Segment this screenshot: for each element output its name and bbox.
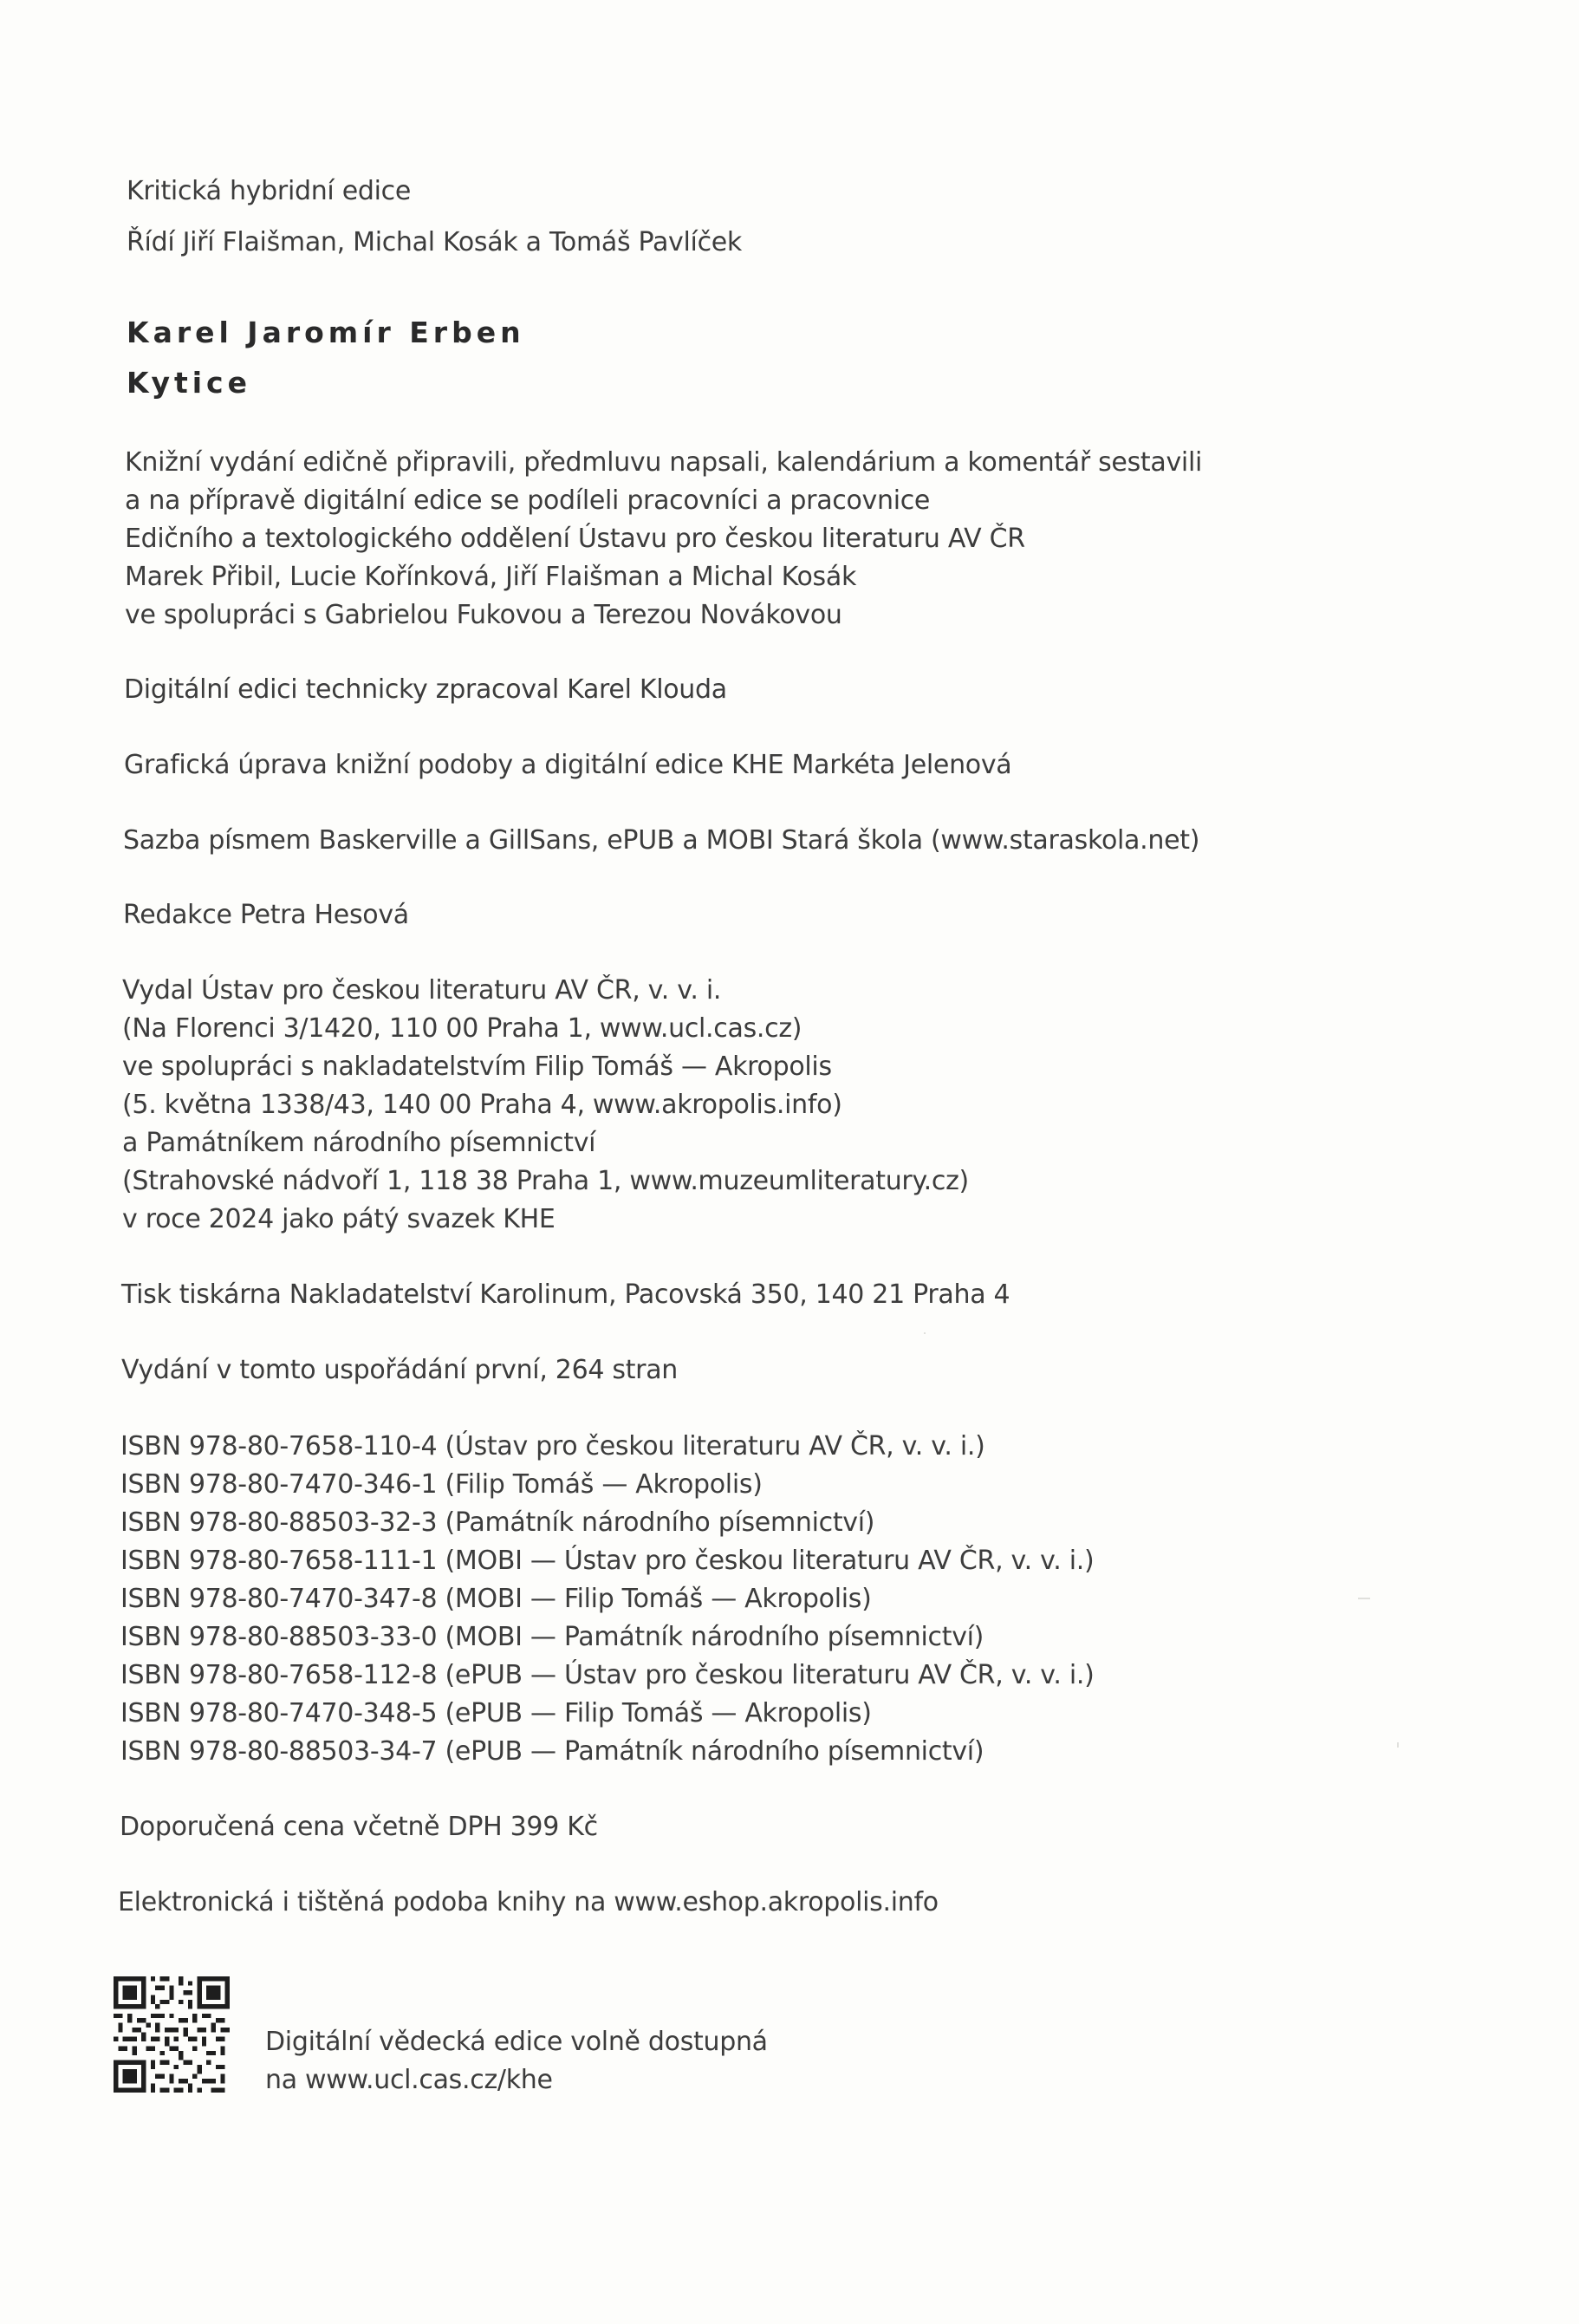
publisher-line: a Památníkem národního písemnictví [122, 1128, 596, 1158]
publisher-line: ve spolupráci s nakladatelstvím Filip Tomáš — Akropolis [122, 1051, 832, 1082]
editors-line: Marek Přibil, Lucie Kořínková, Jiří Flaišman a Michal Kosák [125, 562, 857, 592]
isbn-line: ISBN 978-80-7658-110-4 (Ústav pro českou literaturu AV ČR, v. v. i.) [120, 1431, 985, 1461]
shop-info: Elektronická i tištěná podoba knihy na www.eshop.akropolis.info [118, 1887, 939, 1917]
publisher-line: (5. května 1338/43, 140 00 Praha 4, www.akropolis.info) [122, 1090, 842, 1120]
book-title: Kytice [127, 366, 252, 400]
isbn-line: ISBN 978-80-7470-347-8 (MOBI — Filip Tomáš — Akropolis) [120, 1584, 872, 1614]
price-info: Doporučená cena včetně DPH 399 Kč [120, 1812, 598, 1842]
typesetting-credit: Sazba písmem Baskerville a GillSans, ePUB a MOBI Stará škola (www.staraskola.net) [123, 825, 1200, 856]
publisher-line: (Strahovské nádvoří 1, 118 38 Praha 1, www.muzeumliteratury.cz) [122, 1166, 969, 1196]
isbn-line: ISBN 978-80-7470-346-1 (Filip Tomáš — Akropolis) [120, 1469, 763, 1500]
digital-edition-url: na www.ucl.cas.cz/khe [265, 2065, 553, 2095]
edition-info: Vydání v tomto uspořádání první, 264 stran [121, 1355, 679, 1385]
publisher-line: Vydal Ústav pro českou literaturu AV ČR, v. v. i. [122, 975, 722, 1006]
qr-code-icon [114, 1976, 230, 2093]
publisher-line: (Na Florenci 3/1420, 110 00 Praha 1, www.ucl.cas.cz) [122, 1013, 802, 1044]
isbn-line: ISBN 978-80-88503-33-0 (MOBI — Památník národního písemnictví) [120, 1622, 984, 1652]
digital-credit: Digitální edici technicky zpracoval Karel Klouda [124, 674, 727, 705]
editors-line: a na přípravě digitální edice se podíleli pracovníci a pracovnice [125, 485, 931, 516]
editors-line: ve spolupráci s Gabrielou Fukovou a Terezou Novákovou [125, 600, 842, 630]
isbn-line: ISBN 978-80-88503-32-3 (Památník národního písemnictví) [120, 1507, 875, 1538]
publisher-line: v roce 2024 jako pátý svazek KHE [122, 1204, 556, 1234]
isbn-line: ISBN 978-80-7658-111-1 (MOBI — Ústav pro českou literaturu AV ČR, v. v. i.) [120, 1546, 1095, 1576]
editing-credit: Redakce Petra Hesová [123, 900, 409, 930]
isbn-line: ISBN 978-80-7470-348-5 (ePUB — Filip Tomáš — Akropolis) [120, 1698, 872, 1728]
digital-edition-note: Digitální vědecká edice volně dostupná [265, 2027, 768, 2057]
paper-speck [924, 1332, 926, 1334]
print-credit: Tisk tiskárna Nakladatelství Karolinum, Pacovská 350, 140 21 Praha 4 [121, 1279, 1010, 1310]
editors-line: Edičního a textologického oddělení Ústavu pro českou literaturu AV ČR [125, 524, 1025, 554]
paper-speck [1397, 1742, 1399, 1748]
book-author: Karel Jaromír Erben [127, 316, 525, 349]
editors-line: Knižní vydání edičně připravili, předmluvu napsali, kalendárium a komentář sestavili [125, 447, 1203, 478]
series-name: Kritická hybridní edice [127, 176, 411, 206]
isbn-line: ISBN 978-80-7658-112-8 (ePUB — Ústav pro českou literaturu AV ČR, v. v. i.) [120, 1660, 1095, 1690]
design-credit: Grafická úprava knižní podoby a digitální edice KHE Markéta Jelenová [124, 750, 1012, 780]
isbn-line: ISBN 978-80-88503-34-7 (ePUB — Památník národního písemnictví) [120, 1736, 984, 1767]
series-editors: Řídí Jiří Flaišman, Michal Kosák a Tomáš Pavlíček [127, 227, 743, 257]
paper-speck [1358, 1598, 1370, 1599]
